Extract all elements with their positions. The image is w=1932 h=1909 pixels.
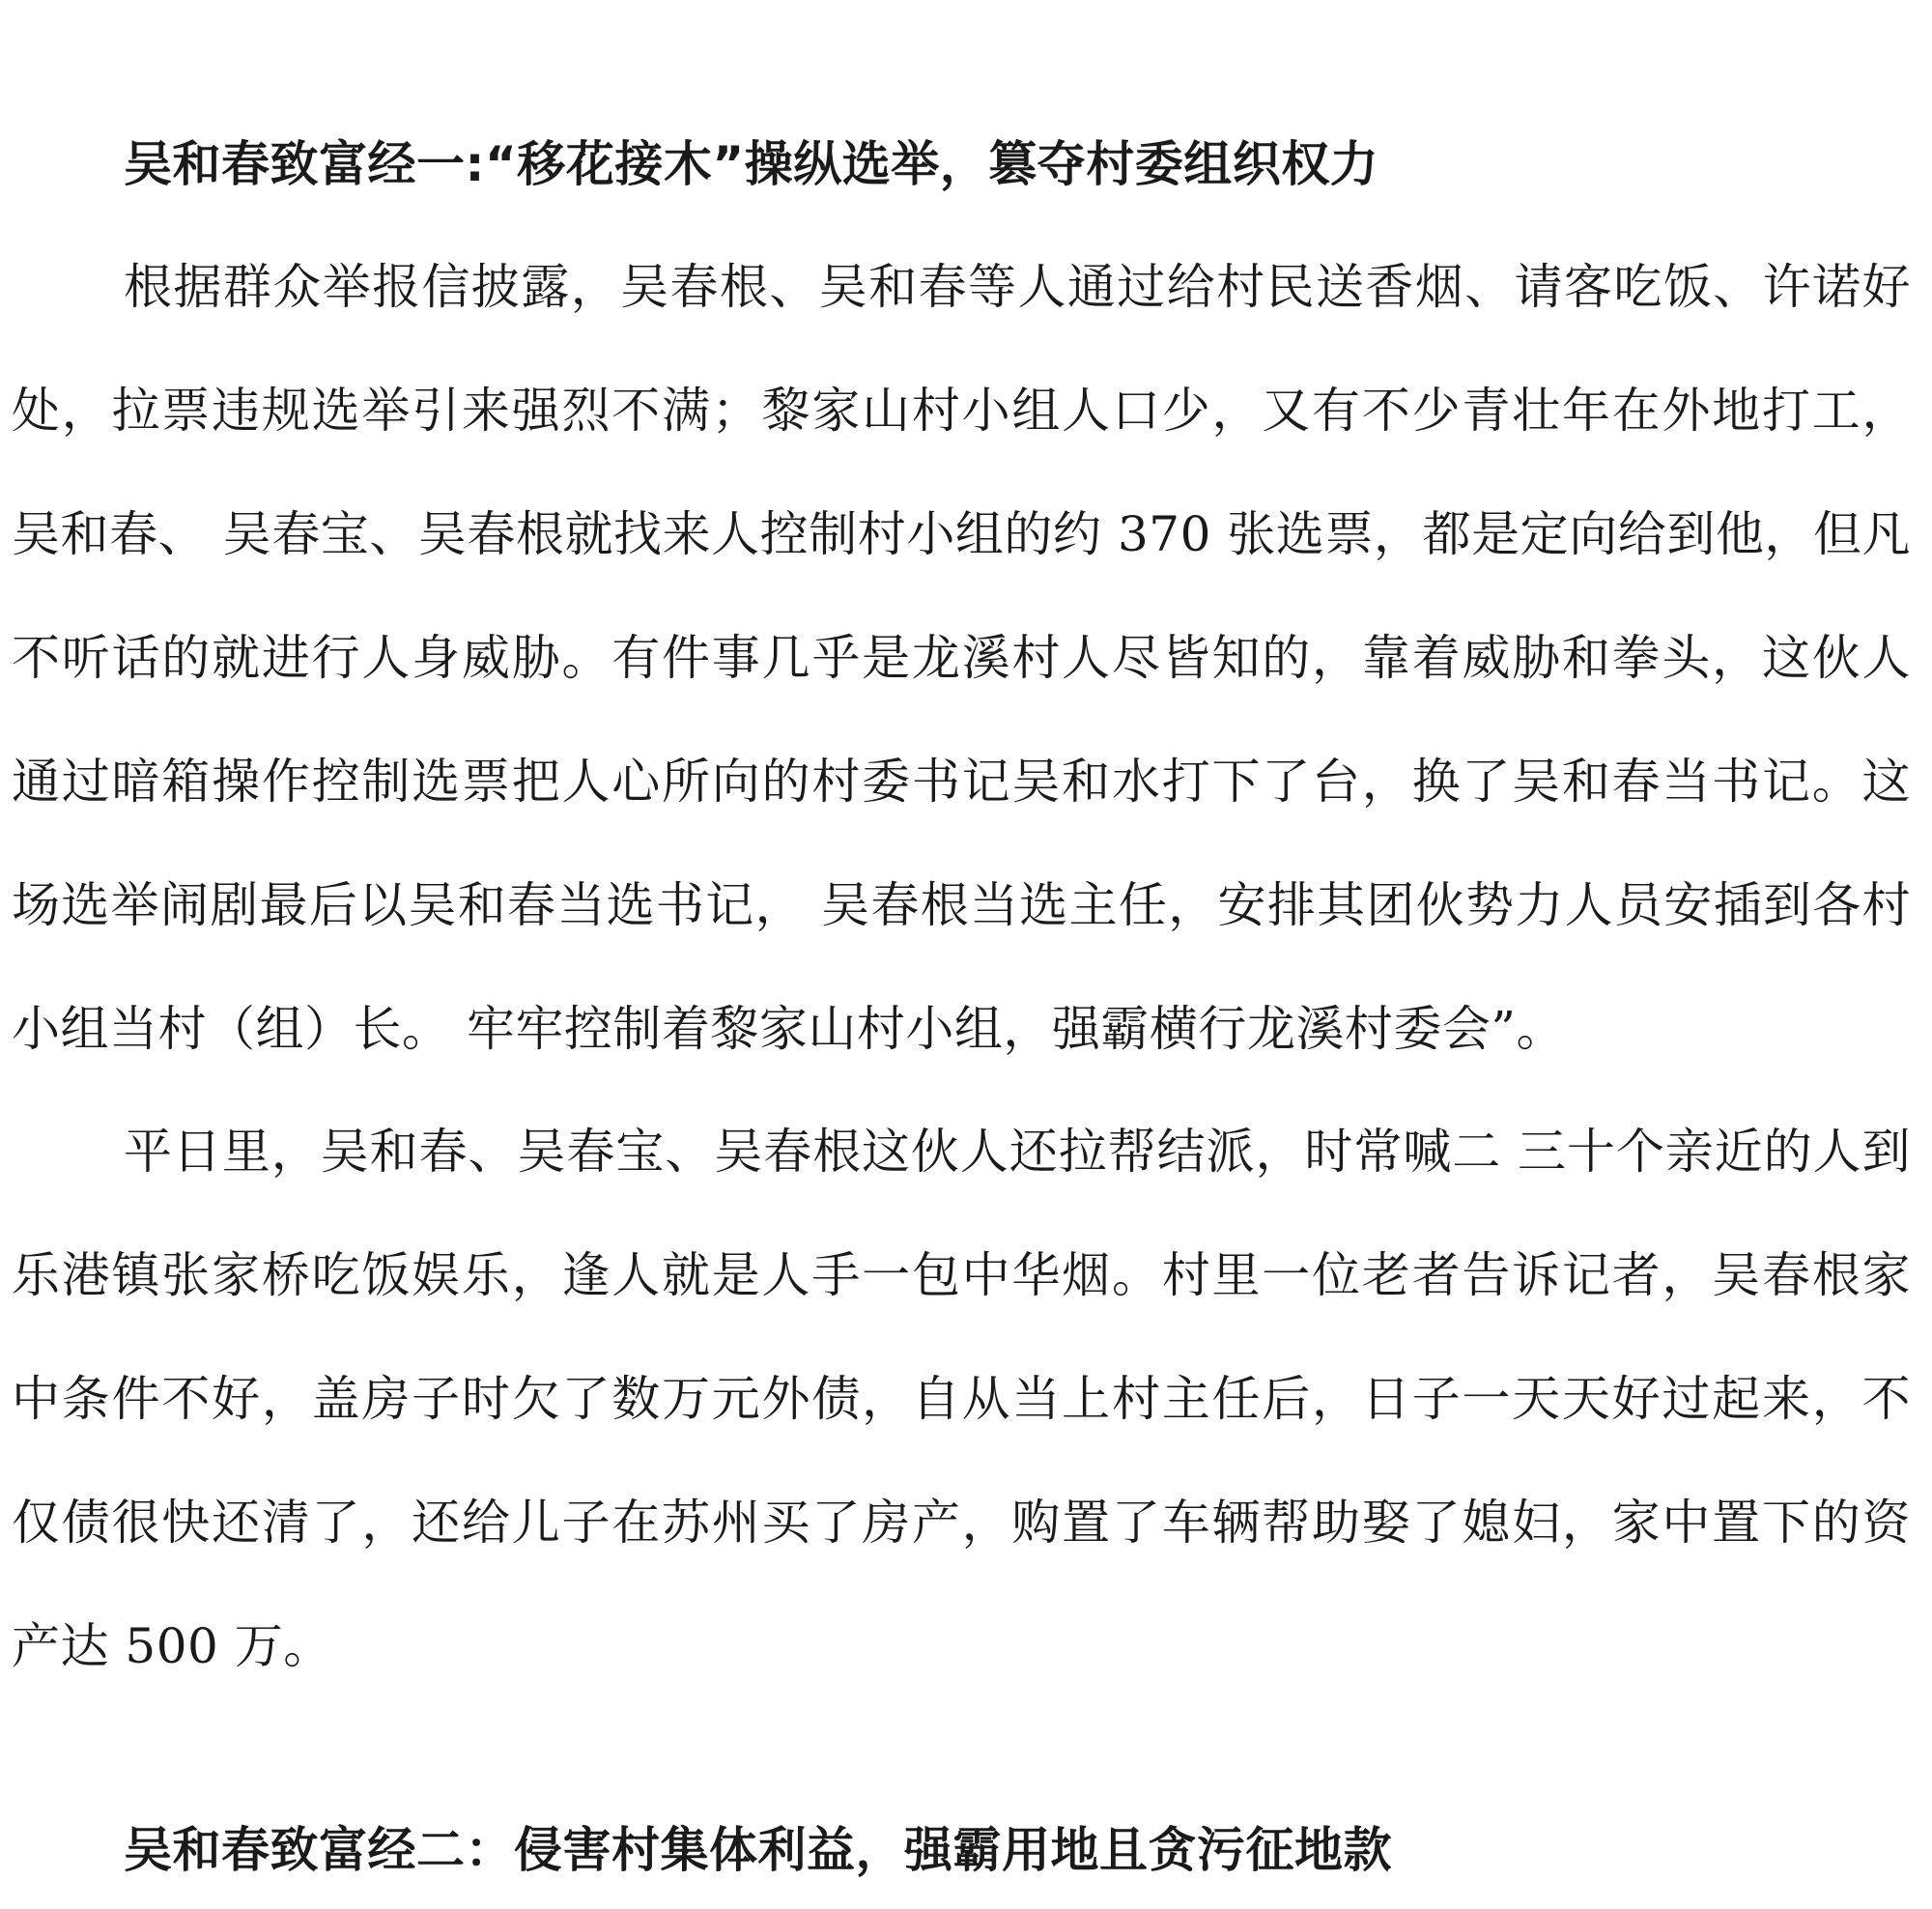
body-paragraph-1: 根据群众举报信披露，吴春根、吴和春等人通过给村民送香烟、请客吃饭、许诺好处，拉票违规选举引来强烈不满；黎家山村小组人口少，又有不少青壮年在外地打工，吴和春、 吴春宝、吴春根就找来人控制村小组的约 370 张选票，都是定向给到他，但凡不听话的就进行人身威胁。有件事几乎是龙溪村人尽皆知的，靠着威胁和拳头，这伙人通过暗箱操作控制选票把人心所向的村委书记吴和水打下了台，换了吴和春当书记。这场选举闹剧最后以吴和春当选书记， 吴春根当选主任，安排其团伙势力人员安插到各村小组当村（组）长。 牢牢控制着黎家山村小组，强霸横行龙溪村委会”。 (12, 259, 1911, 1057)
section-heading-2: 吴和春致富经二：侵害村集体利益，强霸用地且贪污征地款 (124, 1822, 1392, 1878)
body-paragraph-2: 平日里，吴和春、吴春宝、吴春根这伙人还拉帮结派，时常喊二 三十个亲近的人到乐港镇张家桥吃饭娱乐，逢人就是人手一包中华烟。村里一位老者告诉记者，吴春根家中条件不好，盖房子时欠了数万元外债，自从当上村主任后，日子一天天好过起来，不仅债很快还清了，还给儿子在苏州买了房产，购置了车辆帮助娶了媳妇，家中置下的资产达 500 万。 (12, 1124, 1911, 1674)
section-heading-1: 吴和春致富经一:“移花接木”操纵选举，篡夺村委组织权力 (124, 136, 1379, 192)
